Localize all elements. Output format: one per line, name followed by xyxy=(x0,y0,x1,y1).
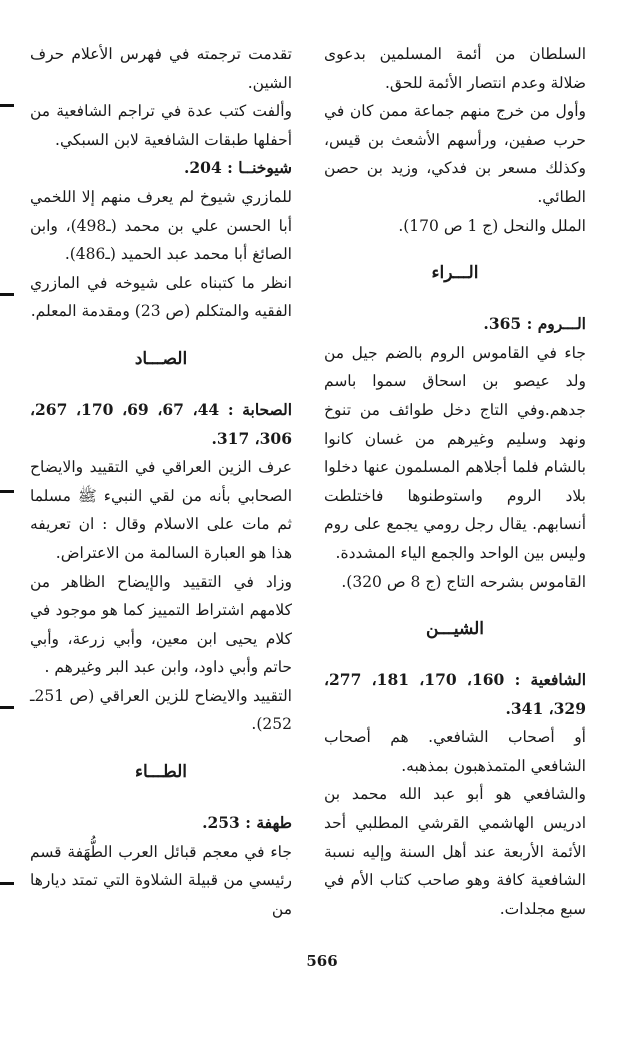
section-heading-ta: الطـــاء xyxy=(135,762,187,783)
scan-edge-mark xyxy=(0,104,14,107)
entry-body-rum: جاء في القاموس الروم بالضم جيل من ولد عيصو بن اسحاق سموا باسم جدهم.وفي التاج دخل طوائف من تنوخ ونهد وسليم وغيرهم من غسان كانوا بالشام فلما أجلاهم المسلمون عنها دخلوا بلاد الروم واستوطنوها فاختلطت أنسابهم. يقال رجل رومي يجمع على روم وليس بين الواحد والجمع الياء المشددة. xyxy=(324,343,586,562)
section-heading-ra: الـــراء xyxy=(431,263,479,284)
entry-source-rum: القاموس بشرحه التاج (ج 8 ص 320). xyxy=(341,572,586,591)
entry-body-shuyukh: للمازري شيوخ لم يعرف منهم إلا اللخمي أبا الحسن علي بن محمد (ـ498)، وابن الصائغ أبا محمد عبد الحميد (ـ486). xyxy=(30,187,293,264)
entry-source-sahaba: التقييد والايضاح للزين العراقي (ص 251ـ 252). xyxy=(30,686,292,734)
shafii-tabaqat: وألفت كتب عدة في تراجم الشافعية من أحفلها طبقات الشافعية لابن السبكي. xyxy=(30,102,292,149)
section-heading-sad: الصـــاد xyxy=(134,348,188,369)
entry-body-tahfa: جاء في معجم قبائل العرب الطُّهَفة قسم رئيسي من قبيلة الشلاوة التي تمتد ديارها من xyxy=(30,842,292,918)
section-heading-shin: الشيـــن xyxy=(425,619,485,640)
entry-head-tahfa: طهفة : 253. xyxy=(202,813,292,833)
entry-note-shuyukh: انظر ما كتبناه على شيوخه في المازري الفقيه والمتكلم (ص 23) ومقدمة المعلم. xyxy=(30,273,292,321)
scan-edge-mark xyxy=(0,706,14,709)
khawarij-text-2: وأول من خرج منهم جماعة ممن كان في حرب صفين، ورأسهم الأشعث بن قيس، وكذلك مسعر بن فدكي، وزيد بن حصن الطائي. xyxy=(324,102,586,206)
right-column xyxy=(324,40,586,923)
entry-body-shafia-2: والشافعي هو أبو عبد الله محمد بن ادريس الهاشمي القرشي المطلبي أحد الأئمة الأربعة عند أهل السنة وإليه نسبة الشافعية كافة وهو صاحب كتاب الأم في سبع مجلدات. xyxy=(324,785,586,918)
entry-head-shuyukh: شيوخنــا : 204. xyxy=(183,158,292,178)
entry-body-sahaba-1: عرف الزين العراقي في التقييد والايضاح الصحابي بأنه من لقي النبيء ﷺ مسلما ثم مات على الاسلام وقال : ان تعريفه هذا هو العبارة السالمة من الاعتراض. xyxy=(30,458,292,562)
entry-body-sahaba-2: وزاد في التقييد والإيضاح الظاهر من كلامهم اشتراط التمييز كما هو موجود في كلام يحيى ابن معين، وأبي زرعة، وأبي حاتم وأبي داود، وابن عبد البر وغيرهم . xyxy=(30,572,292,677)
entry-head-sahaba: الصحابة : 44، 67، 69، 170، 267، 306، 317. xyxy=(30,399,293,448)
entry-body-shafia-1: أو أصحاب الشافعي. هم أصحاب الشافعي المتمذهبون بمذهبه. xyxy=(324,728,586,775)
entry-head-shafia: الشافعية : 160، 170، 181، 277، 329، 341. xyxy=(324,670,587,718)
scan-edge-mark xyxy=(0,882,14,885)
scan-edge-mark xyxy=(0,293,14,296)
khawarij-source: الملل والنحل (ج 1 ص 170). xyxy=(398,216,586,235)
shafii-bio-ref: تقدمت ترجمته في فهرس الأعلام حرف الشين. xyxy=(30,45,292,92)
khawarij-text-1: السلطان من أئمة المسلمين بدعوى ضلالة وعدم انتصار الأئمة للحق. xyxy=(324,45,586,92)
entry-head-rum: الـــروم : 365. xyxy=(483,314,586,334)
left-column xyxy=(30,40,292,923)
page-number: 566 xyxy=(306,952,338,970)
scan-edge-mark xyxy=(0,490,14,493)
